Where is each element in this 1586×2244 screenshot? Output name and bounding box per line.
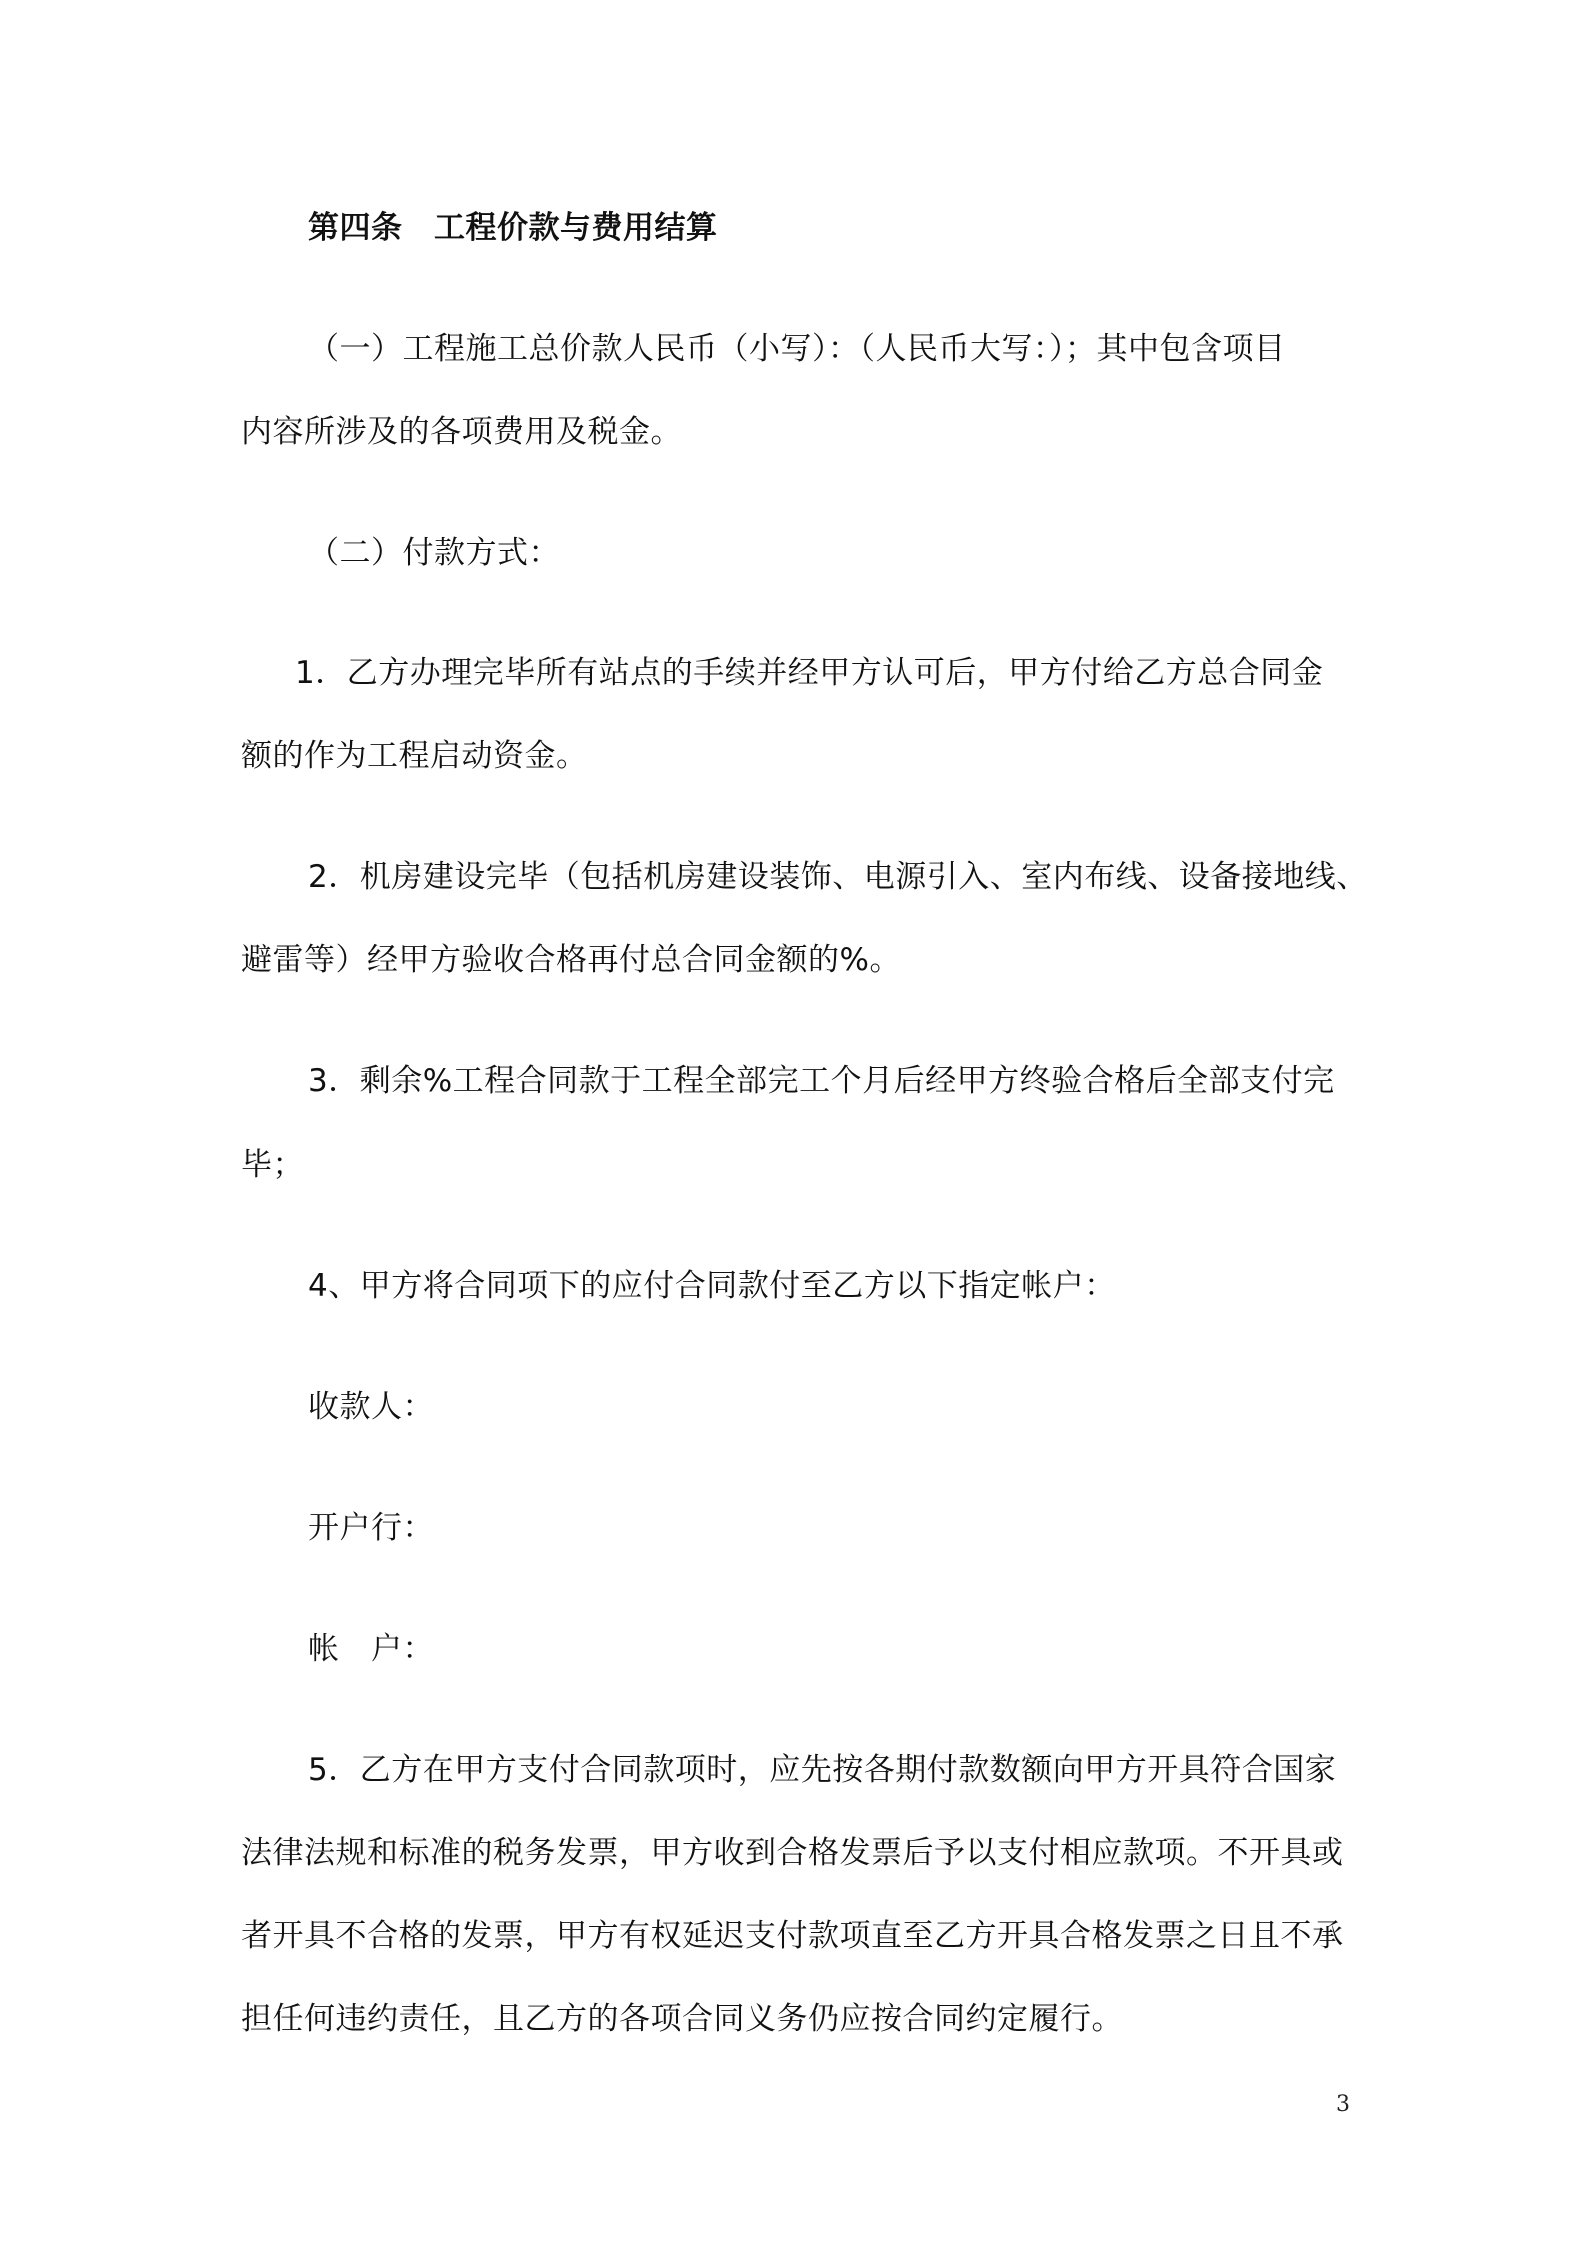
account-label: 帐 户： — [308, 1631, 434, 1667]
para3-line2: 毕； — [241, 1147, 304, 1183]
para1-line1: 1．乙方办理完毕所有站点的手续并经甲方认可后，甲方付给乙方总合同金 — [295, 655, 1324, 691]
para2-line2: 避雷等）经甲方验收合格再付总合同金额的%。 — [241, 942, 901, 978]
payee-label: 收款人： — [308, 1389, 434, 1425]
para5-line4: 担任何违约责任，且乙方的各项合同义务仍应按合同约定履行。 — [241, 2001, 1123, 2037]
para2-line1: 2．机房建设完毕（包括机房建设装饰、电源引入、室内布线、设备接地线、 — [308, 859, 1368, 895]
item2-heading: （二）付款方式： — [308, 535, 560, 571]
para5-line1: 5．乙方在甲方支付合同款项时，应先按各期付款数额向甲方开具符合国家 — [308, 1752, 1337, 1788]
item1-line2: 内容所涉及的各项费用及税金。 — [241, 414, 682, 450]
page-number: 3 — [1336, 2092, 1350, 2117]
para4-text: 4、甲方将合同项下的应付合同款付至乙方以下指定帐户： — [308, 1268, 1116, 1304]
para5-line3: 者开具不合格的发票，甲方有权延迟支付款项直至乙方开具合格发票之日且不承 — [241, 1918, 1344, 1954]
item1-line1: （一）工程施工总价款人民币（小写）：（人民币大写：）；其中包含项目 — [308, 331, 1286, 367]
para1-line2: 额的作为工程启动资金。 — [241, 738, 588, 774]
bank-label: 开户行： — [308, 1510, 434, 1546]
para3-line1: 3．剩余%工程合同款于工程全部完工个月后经甲方终验合格后全部支付完 — [308, 1063, 1335, 1099]
article-heading: 第四条 工程价款与费用结算 — [308, 210, 718, 246]
para5-line2: 法律法规和标准的税务发票，甲方收到合格发票后予以支付相应款项。不开具或 — [241, 1835, 1344, 1871]
